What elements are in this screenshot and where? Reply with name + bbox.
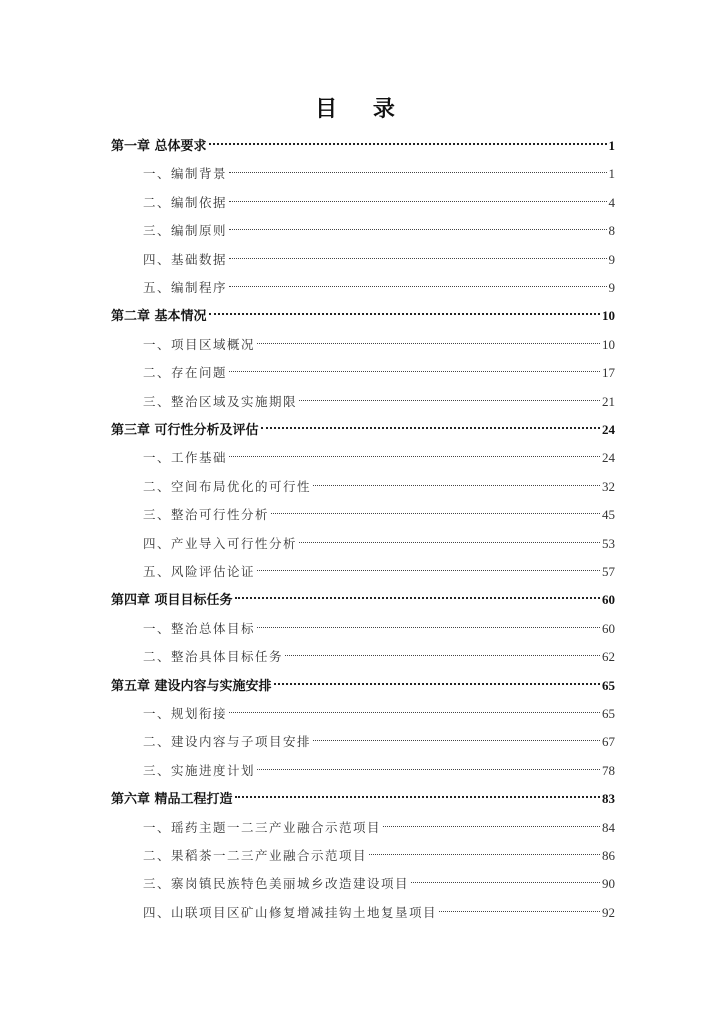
toc-leader-dots [229,698,600,718]
toc-leader-dots [229,442,600,462]
toc-leader-dots [229,215,606,235]
toc-entry-label: 三、编制原则 [143,223,228,239]
toc-leader-dots [209,130,607,150]
toc-leader-dots [313,726,600,746]
toc-chapter-entry[interactable] [111,300,615,325]
toc-section-entry[interactable] [143,726,615,750]
toc-page-number: 53 [602,535,615,551]
toc-leader-dots [369,840,600,860]
toc-section-entry[interactable] [143,272,615,295]
toc-page-number: 10 [602,308,615,324]
toc-leader-dots [229,187,606,207]
toc-leader-dots [383,812,600,832]
toc-section-entry[interactable] [143,386,615,409]
toc-page-number: 84 [602,819,615,835]
toc-leader-dots [261,414,600,434]
toc-section-entry[interactable] [143,499,615,523]
toc-chapter-entry[interactable] [111,783,615,808]
toc-entry-label: 一、瑶药主题一二三产业融合示范项目 [143,819,382,835]
toc-entry-label: 一、项目区域概况 [143,336,256,352]
toc-section-entry[interactable] [143,357,615,381]
toc-entry-label: 第二章 基本情况 [111,309,207,325]
toc-entry-label: 二、存在问题 [143,365,228,381]
toc-entry-label: 四、基础数据 [143,251,228,267]
toc-section-entry[interactable] [143,868,615,892]
page-title: 目 录 [315,97,409,122]
toc-section-entry[interactable] [143,158,615,182]
toc-leader-dots [209,300,600,320]
toc-chapter-entry[interactable] [111,584,615,609]
toc-entry-label: 第五章 建设内容与实施安排 [111,678,272,694]
toc-leader-dots [235,584,600,604]
toc-entry-label: 第一章 总体要求 [111,139,207,154]
toc-leader-dots [257,329,600,349]
toc-page-number: 10 [602,336,615,352]
toc-entry-label: 第三章 可行性分析及评估 [111,423,259,438]
toc-leader-dots [229,357,600,377]
toc-entry-label: 一、规划衔接 [143,706,228,721]
toc-section-entry[interactable] [143,556,615,579]
toc-page-number: 8 [608,223,615,239]
toc-section-entry[interactable] [143,187,615,210]
toc-entry-label: 三、寨岗镇民族特色美丽城乡改造建设项目 [143,876,410,892]
toc-page-number: 65 [602,677,615,693]
toc-page-number: 60 [602,592,615,608]
toc-leader-dots [229,272,606,292]
toc-entry-label: 三、实施进度计划 [143,762,256,778]
toc-leader-dots [299,386,600,406]
toc-page-number: 86 [602,848,615,863]
toc-entry-label: 二、整治具体目标任务 [143,649,284,665]
toc-chapter-entry[interactable] [111,670,615,694]
toc-entry-label: 第四章 项目目标任务 [111,593,233,609]
toc-entry-label: 一、工作基础 [143,450,228,466]
toc-section-entry[interactable] [143,329,615,352]
toc-entry-label: 二、果稻茶一二三产业融合示范项目 [143,848,368,863]
toc-entry-label: 二、空间布局优化的可行性 [143,478,312,494]
toc-page-number: 78 [602,762,615,778]
toc-leader-dots [257,613,600,633]
toc-page-number: 57 [602,564,615,579]
toc-page-number: 60 [602,620,615,636]
toc-page-number: 65 [602,706,615,721]
toc-leader-dots [229,158,606,178]
toc-leader-dots [271,499,600,519]
toc-page-number: 45 [602,507,615,523]
toc-leader-dots [257,755,600,775]
toc-section-entry[interactable] [143,698,615,721]
toc-section-entry[interactable] [143,244,615,267]
toc-section-entry[interactable] [143,442,615,466]
toc-leader-dots [439,897,600,917]
toc-page-number: 90 [602,876,615,892]
toc-section-entry[interactable] [143,897,615,920]
toc-chapter-entry[interactable] [111,414,615,438]
toc-entry-label: 三、整治区域及实施期限 [143,393,298,409]
toc-section-entry[interactable] [143,755,615,778]
toc-leader-dots [299,528,600,548]
toc-section-entry[interactable] [143,215,615,239]
toc-entry-label: 二、建设内容与子项目安排 [143,734,312,750]
toc-entry-label: 一、编制背景 [143,166,228,182]
toc-entry-label: 四、山联项目区矿山修复增减挂钩土地复垦项目 [143,904,438,920]
toc-entry-label: 五、编制程序 [143,280,228,295]
toc-section-entry[interactable] [143,641,615,665]
toc-page-number: 17 [602,365,615,381]
toc-entry-label: 一、整治总体目标 [143,620,256,636]
toc-leader-dots [411,868,600,888]
toc-entry-label: 二、编制依据 [143,194,228,210]
toc-page-number: 62 [602,649,615,665]
toc-leader-dots [285,641,600,661]
toc-page-number: 9 [608,251,615,267]
toc-page-number: 9 [608,280,615,295]
toc-page-number: 1 [608,166,615,182]
toc-page-number: 83 [602,791,615,807]
toc-section-entry[interactable] [143,613,615,636]
toc-entry-label: 第六章 精品工程打造 [111,792,233,808]
toc-chapter-entry[interactable] [111,130,615,154]
toc-section-entry[interactable] [143,471,615,494]
toc-section-entry[interactable] [143,840,615,863]
toc-leader-dots [257,556,600,576]
toc-page-number: 1 [608,138,615,153]
toc-entry-label: 五、风险评估论证 [143,564,256,579]
toc-leader-dots [274,670,600,690]
toc-page-number: 32 [602,478,615,494]
toc-section-entry[interactable] [143,812,615,835]
toc-page-number: 67 [602,734,615,750]
toc-entry-label: 四、产业导入可行性分析 [143,535,298,551]
toc-leader-dots [313,471,600,491]
toc-entry-label: 三、整治可行性分析 [143,507,270,523]
toc-page-number: 24 [602,450,615,466]
toc-section-entry[interactable] [143,528,615,551]
toc-leader-dots [229,244,606,264]
toc-page-number: 92 [602,904,615,920]
toc-page-number: 24 [602,422,615,437]
toc-leader-dots [235,783,600,803]
toc-page-number: 4 [608,194,615,210]
toc-page-number: 21 [602,393,615,409]
